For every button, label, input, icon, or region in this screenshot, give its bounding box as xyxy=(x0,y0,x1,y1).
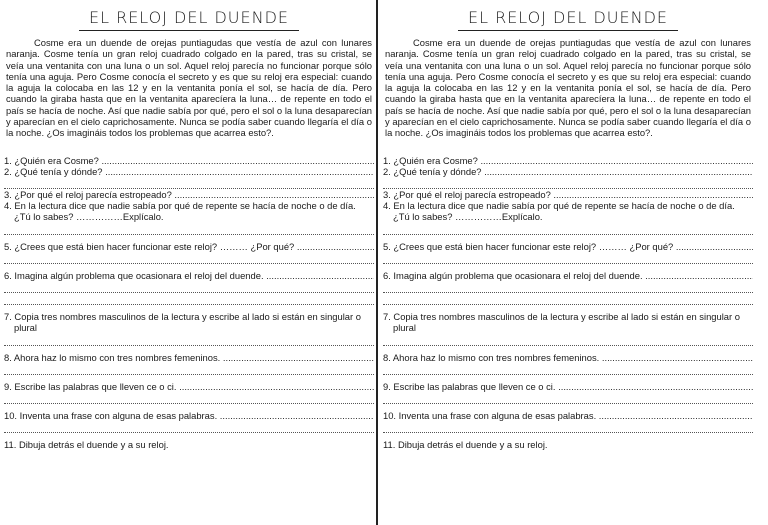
question-7: 7. Copia tres nombres masculinos de la lectura y escribe al lado si están en singular o plural xyxy=(4,311,361,334)
answer-line[interactable] xyxy=(383,281,753,293)
question-1: 1. ¿Quién era Cosme? ..... xyxy=(383,155,753,166)
page-divider xyxy=(376,0,378,525)
question-8: 8. Ahora haz lo mismo con tres nombres femeninos. ..... xyxy=(383,352,753,363)
answer-line[interactable] xyxy=(4,421,374,433)
answer-line[interactable] xyxy=(4,392,374,404)
question-2: 2. ¿Qué tenía y dónde? ..... xyxy=(4,166,374,177)
answer-line[interactable] xyxy=(383,421,753,433)
question-11: 11. Dibuja detrás el duende y a su reloj. xyxy=(383,439,548,451)
question-3: 3. ¿Por qué el reloj parecía estropeado? ..... xyxy=(4,189,374,200)
question-6: 6. Imagina algún problema que ocasionara el reloj del duende. ..... xyxy=(4,270,374,281)
worksheet-right xyxy=(383,0,753,525)
question-3: 3. ¿Por qué el reloj parecía estropeado? ..... xyxy=(383,189,753,200)
question-2: 2. ¿Qué tenía y dónde? ..... xyxy=(383,166,753,177)
answer-line[interactable] xyxy=(383,223,753,235)
question-10: 10. Inventa una frase con alguna de esas palabras. ..... xyxy=(383,410,753,421)
question-8: 8. Ahora haz lo mismo con tres nombres femeninos. ..... xyxy=(4,352,374,363)
answer-line[interactable] xyxy=(4,252,374,264)
answer-line[interactable] xyxy=(383,293,753,305)
question-11: 11. Dibuja detrás el duende y a su reloj. xyxy=(4,439,169,451)
worksheet-left xyxy=(4,0,374,525)
answer-line[interactable] xyxy=(383,392,753,404)
answer-line[interactable] xyxy=(4,223,374,235)
question-7: 7. Copia tres nombres masculinos de la lectura y escribe al lado si están en singular o plural xyxy=(383,311,740,334)
question-10: 10. Inventa una frase con alguna de esas palabras. ..... xyxy=(4,410,374,421)
answer-line[interactable] xyxy=(383,252,753,264)
worksheet-title: EL RELOJ DEL DUENDE xyxy=(79,8,299,31)
question-6: 6. Imagina algún problema que ocasionara el reloj del duende. ..... xyxy=(383,270,753,281)
answer-line[interactable] xyxy=(4,334,374,346)
question-9: 9. Escribe las palabras que lleven ce o ci. ..... xyxy=(4,381,374,392)
story-paragraph: Cosme era un duende de orejas puntiagudas que vestía de azul con lunares naranja. Cosme tenía un gran reloj cuadrado colgado en la pared, tras su cristal, se veía una ventanita con una luna o un sol. Aquel reloj parecía no funcionar porque sólo tenía una aguja. Pero Cosme conocía el secreto y es que su reloj era especial: cuando la aguja la colocaba en las 12 y en la ventanita ponía el sol, se hacía de día. Pero cuando la giraba hasta que en la ventanita aparecíera la luna… de repente en todo el país se hacía de noche. Así que nadie sabía por qué, pero el sol o la luna desaparecían y aparecían en el cielo caprichosamente. Nunca se podía saber cuando llegaría el día o la noche. ¿Os imagináis todos los problemas que acarrea esto?. xyxy=(385,37,751,139)
answer-line[interactable] xyxy=(383,177,753,189)
question-5: 5. ¿Crees que está bien hacer funcionar este reloj? ……… ¿Por qué? ..... xyxy=(383,241,753,252)
story-paragraph: Cosme era un duende de orejas puntiagudas que vestía de azul con lunares naranja. Cosme tenía un gran reloj cuadrado colgado en la pared, tras su cristal, se veía una ventanita con una luna o un sol. Aquel reloj parecía no funcionar porque sólo tenía una aguja. Pero Cosme conocía el secreto y es que su reloj era especial: cuando la aguja la colocaba en las 12 y en la ventanita ponía el sol, se hacía de día. Pero cuando la giraba hasta que en la ventanita aparecíera la luna… de repente en todo el país se hacía de noche. Así que nadie sabía por qué, pero el sol o la luna desaparecían y aparecían en el cielo caprichosamente. Nunca se podía saber cuando llegaría el día o la noche. ¿Os imagináis todos los problemas que acarrea esto?. xyxy=(6,37,372,139)
answer-line[interactable] xyxy=(4,177,374,189)
answer-line[interactable] xyxy=(383,363,753,375)
answer-line[interactable] xyxy=(4,293,374,305)
question-5: 5. ¿Crees que está bien hacer funcionar este reloj? ……… ¿Por qué? ..... xyxy=(4,241,374,252)
question-list xyxy=(4,155,374,451)
question-list xyxy=(383,155,753,451)
question-4: 4. En la lectura dice que nadie sabía por qué de repente se hacía de noche o de día. ¿Tú lo sabes? ……………Explícalo. xyxy=(383,200,735,223)
answer-line[interactable] xyxy=(4,363,374,375)
answer-line[interactable] xyxy=(383,334,753,346)
question-1: 1. ¿Quién era Cosme? ..... xyxy=(4,155,374,166)
question-9: 9. Escribe las palabras que lleven ce o ci. ..... xyxy=(383,381,753,392)
answer-line[interactable] xyxy=(4,281,374,293)
worksheet-title: EL RELOJ DEL DUENDE xyxy=(458,8,678,31)
question-4: 4. En la lectura dice que nadie sabía por qué de repente se hacía de noche o de día. ¿Tú lo sabes? ……………Explícalo. xyxy=(4,200,356,223)
